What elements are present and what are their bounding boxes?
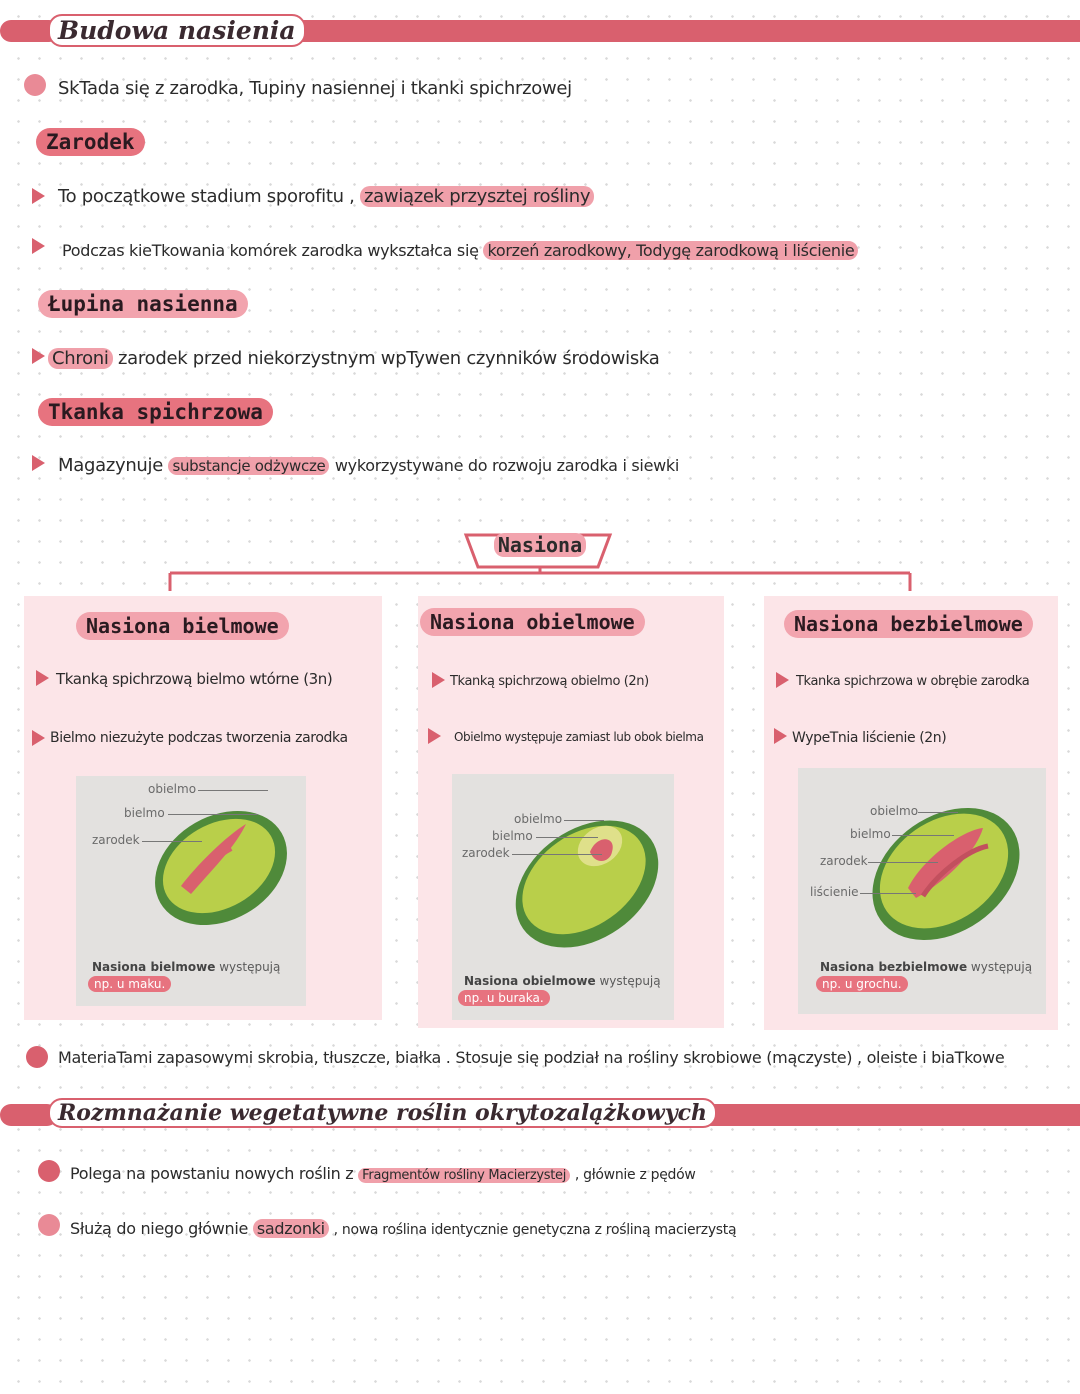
panel-line1: Tkanka spichrzowa w obrębie zarodka xyxy=(796,674,1030,689)
pointer-line xyxy=(918,812,958,813)
caption-example: np. u buraka. xyxy=(458,990,550,1006)
pointer-line xyxy=(892,835,954,836)
title-bar-right xyxy=(258,20,1080,42)
bullet-arrow xyxy=(428,728,441,744)
panel-title: Nasiona obielmowe xyxy=(420,608,645,636)
label-obielmo: obielmo xyxy=(514,812,563,826)
bullet-dot xyxy=(38,1160,60,1182)
bullet-arrow xyxy=(32,188,45,204)
bullet-arrow xyxy=(774,728,787,744)
panel-line2: Obielmo występuje zamiast lub obok bielma xyxy=(454,730,704,744)
label-zarodek: zarodek xyxy=(462,846,510,860)
caption-bold: Nasiona bezbielmowe xyxy=(820,960,968,974)
label-obielmo: obielmo xyxy=(148,782,197,796)
pointer-line xyxy=(868,862,938,863)
lupina-line1-text: zarodek przed niekorzystnym wpTywen czynników środowiska xyxy=(118,348,660,369)
panel-bielmowe xyxy=(24,596,382,1020)
section-title-budowa: Budowa nasienia xyxy=(48,14,306,47)
panel-line1: Tkanką spichrzową obielmo (2n) xyxy=(450,674,649,689)
seed-photo xyxy=(798,768,1046,1014)
panel-title: Nasiona bezbielmowe xyxy=(784,610,1033,638)
label-bielmo: bielmo xyxy=(124,806,165,820)
seed-photo xyxy=(76,776,306,1006)
rozmnazanie-line1-text-b: , głównie z pędów xyxy=(574,1167,696,1183)
caption-bold: Nasiona obielmowe xyxy=(464,974,596,988)
lupina-line1-highlight: Chroni xyxy=(48,348,113,369)
bullet-dot xyxy=(24,74,46,96)
caption xyxy=(92,960,280,974)
bullet-arrow xyxy=(432,672,445,688)
bullet-arrow xyxy=(32,455,45,471)
label-zarodek: Zarodek xyxy=(36,128,145,156)
nasiona-root-label xyxy=(484,533,596,557)
rozmnazanie-line2 xyxy=(70,1219,736,1238)
zarodek-line1-text: To początkowe stadium sporofitu , xyxy=(58,186,355,207)
caption xyxy=(820,960,1032,974)
intro-text: SkTada się z zarodka, Tupiny nasiennej i tkanki spichrzowej xyxy=(58,78,572,99)
tkanka-line1-text-b: wykorzystywane do rozwoju zarodka i siewki xyxy=(334,456,680,475)
label-bielmo: bielmo xyxy=(850,827,891,841)
materialy-text: MateriaTami zapasowymi skrobia, tłuszcze, białka . Stosuje się podział na rośliny skrobiowe (mączyste) , oleiste i biaTkowe xyxy=(58,1048,1005,1067)
bullet-arrow xyxy=(776,672,789,688)
zarodek-line2-text: Podczas kieTkowania komórek zarodka wykształca się xyxy=(62,241,479,260)
caption-rest: występują xyxy=(595,974,661,988)
tkanka-line1 xyxy=(58,455,679,476)
panel-obielmowe xyxy=(418,596,724,1028)
zarodek-line2-highlight: korzeń zarodkowy, Todygę zarodkową i liścienie xyxy=(483,241,858,260)
pointer-line xyxy=(512,854,602,855)
pointer-line xyxy=(168,814,258,815)
panel-line2: WypeTnia liścienie (2n) xyxy=(792,730,947,746)
caption-bold: Nasiona bielmowe xyxy=(92,960,216,974)
caption xyxy=(464,974,661,988)
label-liscienie: liścienie xyxy=(810,885,859,899)
label-lupina: Łupina nasienna xyxy=(38,290,248,318)
label-bielmo: bielmo xyxy=(492,829,533,843)
seed-photo xyxy=(452,774,674,1020)
bullet-arrow xyxy=(32,348,45,364)
panel-line1: Tkanką spichrzową bielmo wtórne (3n) xyxy=(56,670,333,688)
caption-example: np. u maku. xyxy=(88,976,171,992)
title-bar-right xyxy=(660,1104,1080,1126)
bullet-dot xyxy=(38,1214,60,1236)
tkanka-line1-text-a: Magazynuje xyxy=(58,455,164,476)
label-zarodek: zarodek xyxy=(92,833,140,847)
zarodek-line1 xyxy=(58,186,594,207)
lupina-line1 xyxy=(48,348,659,369)
rozmnazanie-line1 xyxy=(70,1164,696,1183)
caption-rest: występują xyxy=(967,960,1033,974)
rozmnazanie-line1-text-a: Polega na powstaniu nowych roślin z xyxy=(70,1164,354,1183)
caption-example: np. u grochu. xyxy=(816,976,908,992)
section-title-rozmnazanie: Rozmnażanie wegetatywne roślin okrytozalążkowych xyxy=(48,1098,717,1128)
pointer-line xyxy=(860,893,916,894)
label-zarodek: zarodek xyxy=(820,854,868,868)
bullet-arrow xyxy=(32,238,45,254)
rozmnazanie-line2-text-b: , nowa roślina identycznie genetyczna z rośliną macierzystą xyxy=(333,1222,737,1238)
label-tkanka: Tkanka spichrzowa xyxy=(38,398,273,426)
panel-bezbielmowe xyxy=(764,596,1058,1030)
bullet-dot xyxy=(26,1046,48,1068)
zarodek-line2 xyxy=(62,241,858,260)
rozmnazanie-line2-text-a: Służą do niego głównie xyxy=(70,1219,249,1238)
zarodek-line1-highlight: zawiązek przysztej rośliny xyxy=(360,186,594,207)
bullet-arrow xyxy=(36,670,49,686)
panel-title: Nasiona bielmowe xyxy=(76,612,289,640)
pointer-line xyxy=(142,841,202,842)
tkanka-line1-highlight: substancje odżywcze xyxy=(168,457,329,475)
nasiona-root-text: Nasiona xyxy=(494,533,586,557)
pointer-line xyxy=(564,820,604,821)
pointer-line xyxy=(198,790,268,791)
rozmnazanie-line2-highlight: sadzonki xyxy=(253,1219,329,1238)
pointer-line xyxy=(536,837,598,838)
label-obielmo: obielmo xyxy=(870,804,919,818)
panel-line2: Bielmo niezużyte podczas tworzenia zarodka xyxy=(50,730,348,746)
caption-rest: występują xyxy=(215,960,281,974)
rozmnazanie-line1-highlight: Fragmentów rośliny Macierzystej xyxy=(358,1168,570,1183)
bullet-arrow xyxy=(32,730,45,746)
